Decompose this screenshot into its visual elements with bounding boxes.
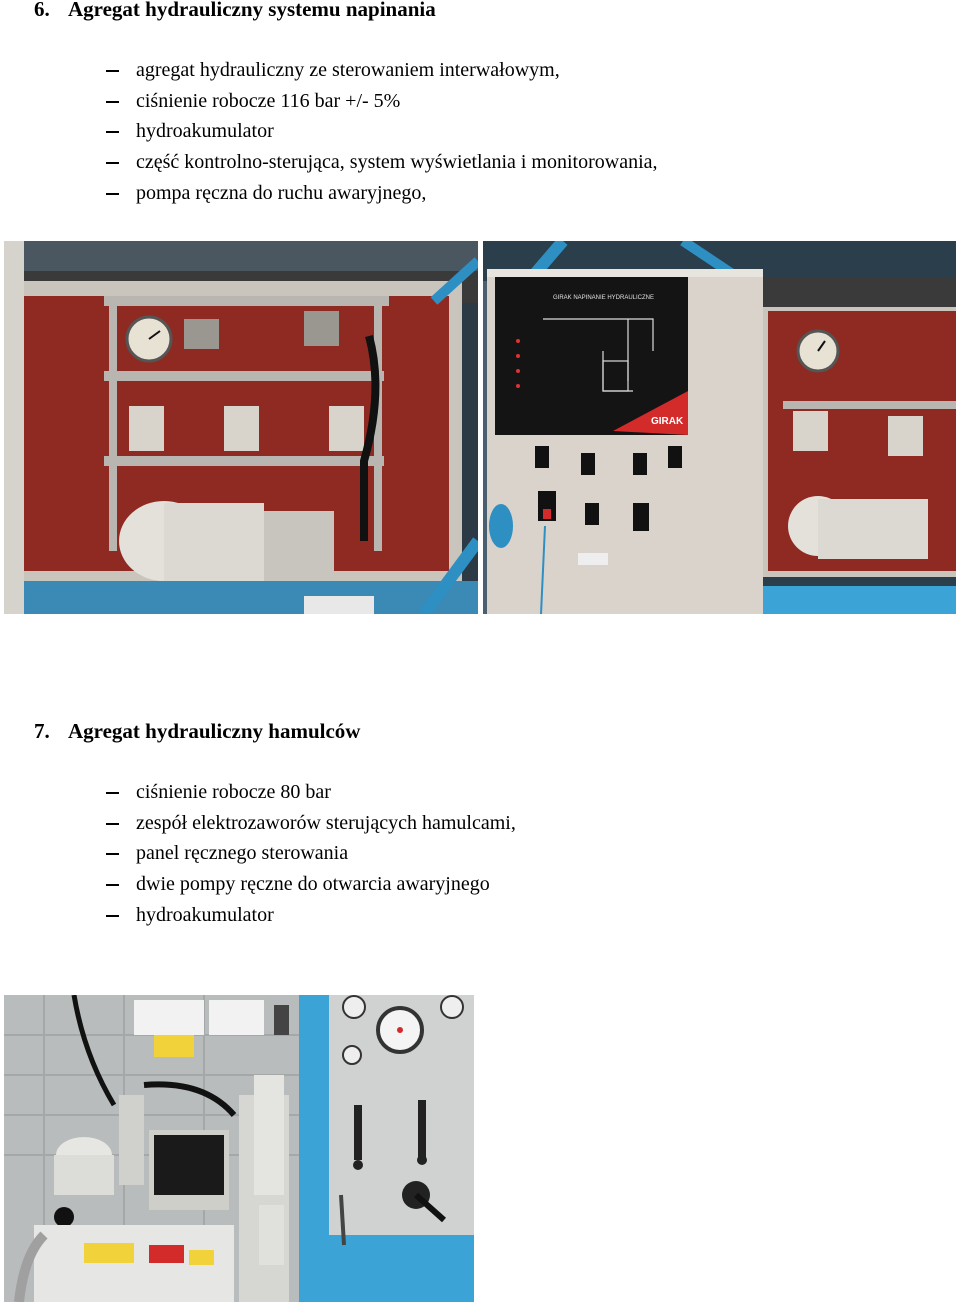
list-item-text: zespół elektrozaworów sterujących hamulcami,: [136, 811, 516, 834]
photo-control-panel: [483, 241, 956, 614]
dash-bullet: [106, 70, 119, 72]
section-7-number: 7.: [34, 719, 50, 743]
dash-bullet: [106, 884, 119, 886]
dash-bullet: [106, 915, 119, 917]
list-item-text: ciśnienie robocze 116 bar +/- 5%: [136, 89, 401, 112]
list-item-text: hydroakumulator: [136, 903, 274, 926]
list-item-text: dwie pompy ręczne do otwarcia awaryjnego: [136, 873, 490, 896]
dash-bullet: [106, 853, 119, 855]
section-6-number: 6.: [34, 0, 50, 21]
photo-hydraulic-cabinet: [4, 241, 478, 614]
panel-brand: GIRAK: [651, 416, 684, 427]
dash-bullet: [106, 101, 119, 103]
section-7-heading: [34, 719, 360, 744]
section-7-title: Agregat hydrauliczny hamulców: [68, 719, 361, 743]
list-item-text: pompa ręczna do ruchu awaryjnego,: [136, 181, 427, 204]
section-6-title: Agregat hydrauliczny systemu napinania: [68, 0, 436, 21]
list-item-text: część kontrolno-sterująca, system wyświetlania i monitorowania,: [136, 151, 658, 174]
dash-bullet: [106, 193, 119, 195]
list-item-text: ciśnienie robocze 80 bar: [136, 781, 331, 803]
dash-bullet: [106, 823, 119, 825]
dash-bullet: [106, 131, 119, 133]
photo-brake-hydraulic-unit: [4, 995, 474, 1302]
panel-title: GIRAK NAPINANIE HYDRAULICZNE: [553, 295, 655, 301]
list-item-text: panel ręcznego sterowania: [136, 842, 349, 865]
dash-bullet: [106, 792, 119, 794]
section-6-heading: [34, 0, 436, 22]
list-item-text: hydroakumulator: [136, 120, 274, 143]
list-item-text: agregat hydrauliczny ze sterowaniem interwałowym,: [136, 59, 560, 81]
dash-bullet: [106, 162, 119, 164]
